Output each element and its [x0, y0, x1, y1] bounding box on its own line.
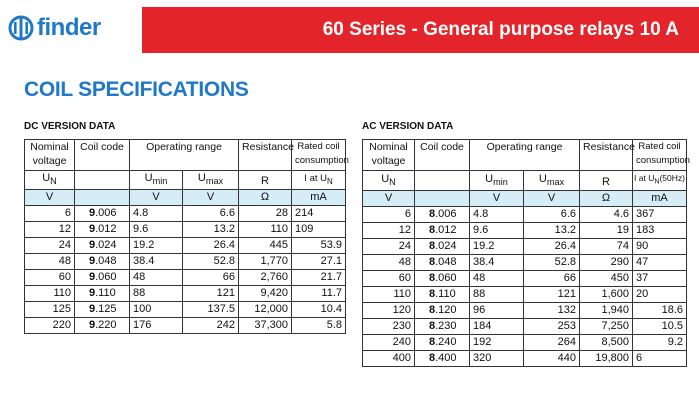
ac-unit-umax: V [524, 190, 580, 206]
ac-resistance-cell: 1,600 [580, 286, 633, 302]
dc-umax-cell: 242 [183, 318, 239, 334]
dc-resistance-cell: 445 [239, 238, 292, 254]
dc-unit-umin: V [130, 190, 183, 206]
dc-nominal-voltage-cell: 48 [25, 254, 75, 270]
ac-umax-cell: 264 [524, 334, 580, 350]
ac-resistance-cell: 19,800 [580, 350, 633, 366]
ac-unit-ma: mA [633, 190, 687, 206]
dc-umin-cell: 48 [130, 270, 183, 286]
ac-umax-cell: 26.4 [524, 238, 580, 254]
dc-nominal-voltage-cell: 220 [25, 318, 75, 334]
ac-umax-cell: 66 [524, 270, 580, 286]
ac-symbol-empty [415, 171, 470, 191]
ac-resistance-cell: 19 [580, 222, 633, 238]
ac-nominal-voltage-cell: 230 [363, 318, 415, 334]
ac-umin-cell: 88 [470, 286, 524, 302]
dc-umax-cell: 52.8 [183, 254, 239, 270]
dc-consumption-cell: 5.8 [292, 318, 346, 334]
dc-umax-cell: 137.5 [183, 302, 239, 318]
ac-table-row [363, 238, 687, 254]
ac-resistance-cell: 7,250 [580, 318, 633, 334]
dc-resistance-cell: 12,000 [239, 302, 292, 318]
dc-resistance-cell: 28 [239, 206, 292, 222]
dc-consumption-cell: 53.9 [292, 238, 346, 254]
ac-umax-cell: 52.8 [524, 254, 580, 270]
dc-consumption-cell: 21.7 [292, 270, 346, 286]
dc-table-row [25, 206, 346, 222]
finder-logo [8, 14, 101, 42]
ac-umin-cell: 38.4 [470, 254, 524, 270]
ac-table-row [363, 254, 687, 270]
dc-coil-code-cell: 9.024 [75, 238, 130, 254]
ac-unit-v: V [363, 190, 415, 206]
dc-nominal-voltage-cell: 24 [25, 238, 75, 254]
title-banner [142, 7, 699, 53]
ac-consumption-cell: 20 [633, 286, 687, 302]
ac-symbol-r: R [580, 171, 633, 191]
ac-table-row [363, 206, 687, 222]
dc-unit-ohm: Ω [239, 190, 292, 206]
ac-coil-code-cell: 8.400 [415, 350, 470, 366]
ac-nominal-voltage-cell: 240 [363, 334, 415, 350]
dc-coil-table [24, 139, 349, 334]
ac-consumption-cell: 90 [633, 238, 687, 254]
dc-header-rated-consumption: Rated coil consumption [292, 140, 346, 171]
ac-header-operating-range: Operating range [470, 140, 580, 171]
dc-unit-umax: V [183, 190, 239, 206]
ac-consumption-cell: 37 [633, 270, 687, 286]
ac-coil-code-cell: 8.240 [415, 334, 470, 350]
ac-umax-cell: 253 [524, 318, 580, 334]
dc-table-row [25, 254, 346, 270]
ac-resistance-cell: 74 [580, 238, 633, 254]
ac-table-row [363, 318, 687, 334]
dc-umin-cell: 176 [130, 318, 183, 334]
dc-nominal-voltage-cell: 110 [25, 286, 75, 302]
dc-symbol-empty [75, 171, 130, 190]
dc-table-row [25, 270, 346, 286]
ac-header-rated-consumption: Rated coil consumption [633, 140, 687, 171]
dc-table-row [25, 302, 346, 318]
dc-resistance-cell: 37,300 [239, 318, 292, 334]
dc-table-row [25, 238, 346, 254]
dc-header-coil-code: Coil code [75, 140, 130, 171]
dc-umax-cell: 121 [183, 286, 239, 302]
dc-umin-cell: 19.2 [130, 238, 183, 254]
ac-nominal-voltage-cell: 6 [363, 206, 415, 222]
dc-consumption-cell: 109 [292, 222, 346, 238]
dc-header-resistance: Resistance [239, 140, 292, 171]
dc-nominal-voltage-cell: 125 [25, 302, 75, 318]
ac-symbol-i: I at $U_N(50Hz)$ [633, 171, 687, 191]
ac-coil-code-cell: 8.060 [415, 270, 470, 286]
dc-consumption-cell: 11.7 [292, 286, 346, 302]
ac-table-row [363, 350, 687, 366]
ac-umin-cell: 96 [470, 302, 524, 318]
banner-title: 60 Series - General purpose relays 10 A [322, 19, 679, 40]
ac-umin-cell: 184 [470, 318, 524, 334]
dc-header-nominal-voltage: Nominal voltage [25, 140, 75, 171]
dc-coil-code-cell: 9.220 [75, 318, 130, 334]
ac-coil-code-cell: 8.006 [415, 206, 470, 222]
ac-nominal-voltage-cell: 110 [363, 286, 415, 302]
dc-umin-cell: 100 [130, 302, 183, 318]
dc-unit-ma: mA [292, 190, 346, 206]
ac-header-nominal-voltage: Nominal voltage [363, 140, 415, 171]
ac-umin-cell: 4.8 [470, 206, 524, 222]
dc-coil-code-cell: 9.006 [75, 206, 130, 222]
ac-table-row [363, 286, 687, 302]
ac-umin-cell: 320 [470, 350, 524, 366]
ac-nominal-voltage-cell: 12 [363, 222, 415, 238]
dc-consumption-cell: 214 [292, 206, 346, 222]
ac-consumption-cell: 183 [633, 222, 687, 238]
dc-nominal-voltage-cell: 60 [25, 270, 75, 286]
ac-header-resistance: Resistance [580, 140, 633, 171]
ac-coil-code-cell: 8.012 [415, 222, 470, 238]
ac-nominal-voltage-cell: 400 [363, 350, 415, 366]
ac-umin-cell: 192 [470, 334, 524, 350]
ac-resistance-cell: 1,940 [580, 302, 633, 318]
dc-umin-cell: 4.8 [130, 206, 183, 222]
dc-umin-cell: 9.6 [130, 222, 183, 238]
dc-coil-code-cell: 9.110 [75, 286, 130, 302]
dc-unit-code [75, 190, 130, 206]
ac-unit-ohm: Ω [580, 190, 633, 206]
ac-umax-cell: 440 [524, 350, 580, 366]
logo-text: finder [37, 14, 101, 41]
dc-umax-cell: 13.2 [183, 222, 239, 238]
dc-header-operating-range: Operating range [130, 140, 239, 171]
ac-unit-code [415, 190, 470, 206]
dc-umax-cell: 66 [183, 270, 239, 286]
ac-resistance-cell: 290 [580, 254, 633, 270]
ac-consumption-cell: 9.2 [633, 334, 687, 350]
ac-umax-cell: 13.2 [524, 222, 580, 238]
dc-coil-code-cell: 9.125 [75, 302, 130, 318]
ac-table-row [363, 334, 687, 350]
dc-coil-code-cell: 9.012 [75, 222, 130, 238]
ac-coil-code-cell: 8.024 [415, 238, 470, 254]
dc-symbol-umin: $U_{min}$ [130, 171, 183, 190]
ac-resistance-cell: 4.6 [580, 206, 633, 222]
dc-symbol-umax: $U_{max}$ [183, 171, 239, 190]
ac-consumption-cell: 6 [633, 350, 687, 366]
ac-umin-cell: 19.2 [470, 238, 524, 254]
ac-coil-code-cell: 8.230 [415, 318, 470, 334]
ac-coil-code-cell: 8.048 [415, 254, 470, 270]
ac-table-row [363, 222, 687, 238]
ac-coil-table [362, 139, 690, 367]
ac-nominal-voltage-cell: 24 [363, 238, 415, 254]
finder-logo-icon [8, 15, 34, 41]
dc-resistance-cell: 9,420 [239, 286, 292, 302]
ac-resistance-cell: 450 [580, 270, 633, 286]
ac-nominal-voltage-cell: 120 [363, 302, 415, 318]
ac-coil-code-cell: 8.120 [415, 302, 470, 318]
dc-table-title: DC VERSION DATA [24, 121, 116, 132]
ac-table-row [363, 302, 687, 318]
ac-umin-cell: 48 [470, 270, 524, 286]
dc-table-row [25, 222, 346, 238]
ac-nominal-voltage-cell: 60 [363, 270, 415, 286]
ac-consumption-cell: 10.5 [633, 318, 687, 334]
ac-header-coil-code: Coil code [415, 140, 470, 171]
ac-umax-cell: 132 [524, 302, 580, 318]
ac-coil-code-cell: 8.110 [415, 286, 470, 302]
ac-consumption-cell: 18.6 [633, 302, 687, 318]
ac-nominal-voltage-cell: 48 [363, 254, 415, 270]
dc-symbol-r: R [239, 171, 292, 190]
dc-symbol-un: $U_N$ [25, 171, 75, 190]
ac-symbol-umax: $U_{max}$ [524, 171, 580, 191]
ac-symbol-umin: $U_{min}$ [470, 171, 524, 191]
dc-consumption-cell: 27.1 [292, 254, 346, 270]
dc-table-row [25, 286, 346, 302]
ac-umax-cell: 6.6 [524, 206, 580, 222]
ac-resistance-cell: 8,500 [580, 334, 633, 350]
ac-table-title: AC VERSION DATA [362, 121, 454, 132]
dc-unit-v: V [25, 190, 75, 206]
dc-nominal-voltage-cell: 6 [25, 206, 75, 222]
ac-umin-cell: 9.6 [470, 222, 524, 238]
dc-consumption-cell: 10.4 [292, 302, 346, 318]
ac-unit-umin: V [470, 190, 524, 206]
dc-table-row [25, 318, 346, 334]
dc-nominal-voltage-cell: 12 [25, 222, 75, 238]
section-title: COIL SPECIFICATIONS [24, 78, 249, 101]
dc-resistance-cell: 110 [239, 222, 292, 238]
dc-symbol-i: I at $U_N$ [292, 171, 346, 190]
dc-coil-code-cell: 9.060 [75, 270, 130, 286]
ac-consumption-cell: 47 [633, 254, 687, 270]
ac-umax-cell: 121 [524, 286, 580, 302]
dc-umax-cell: 6.6 [183, 206, 239, 222]
ac-symbol-un: $U_N$ [363, 171, 415, 191]
ac-consumption-cell: 367 [633, 206, 687, 222]
dc-coil-code-cell: 9.048 [75, 254, 130, 270]
dc-umin-cell: 38.4 [130, 254, 183, 270]
dc-resistance-cell: 1,770 [239, 254, 292, 270]
dc-umin-cell: 88 [130, 286, 183, 302]
ac-table-row [363, 270, 687, 286]
dc-umax-cell: 26.4 [183, 238, 239, 254]
dc-resistance-cell: 2,760 [239, 270, 292, 286]
